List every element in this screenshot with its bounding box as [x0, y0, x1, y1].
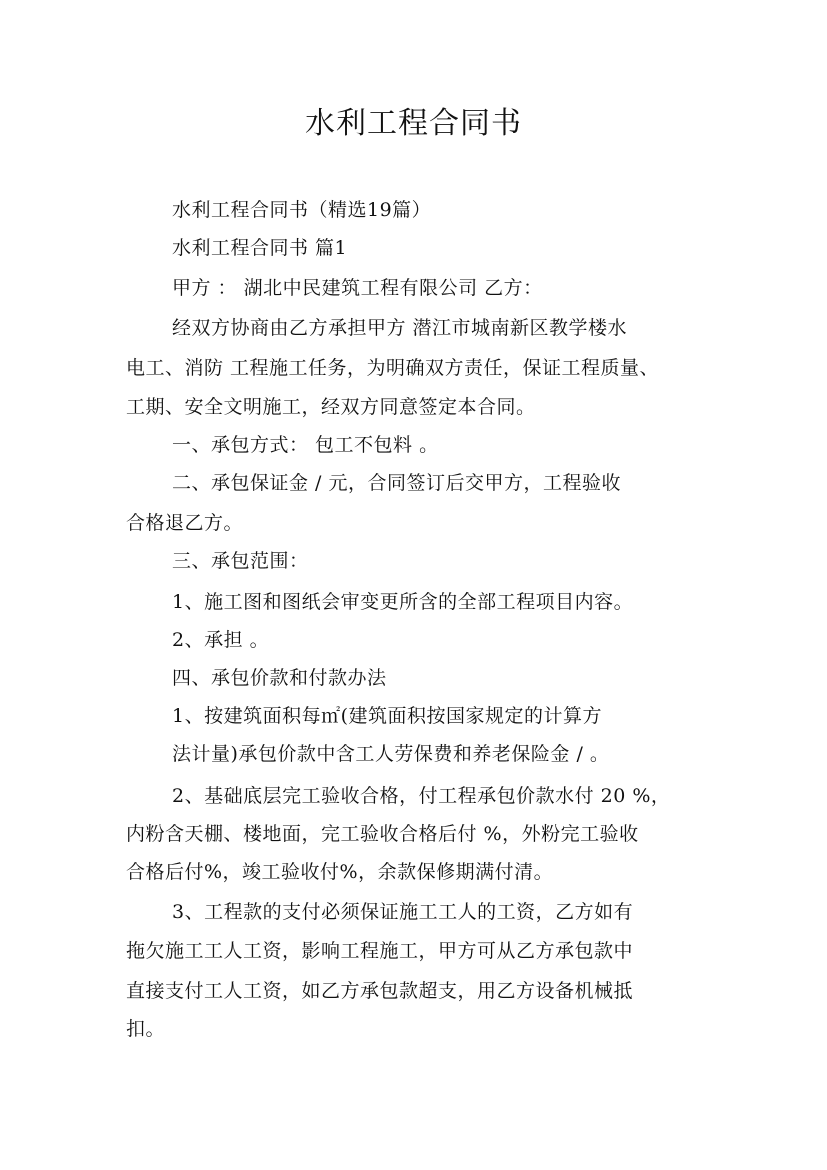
- clause-line: 一、承包方式： 包工不包料 。: [172, 434, 439, 456]
- clause-line: 1、按建筑面积每㎡(建筑面积按国家规定的计算方: [172, 705, 603, 727]
- clause-line: 3、工程款的支付必须保证施工工人的工资，乙方如有: [172, 901, 634, 923]
- clause-line: 2、承担 。: [172, 629, 270, 651]
- party-line: 甲方 ： 湖北中民建筑工程有限公司 乙方：: [172, 277, 543, 299]
- subtitle-line: 水利工程合同书（精选19篇）: [172, 199, 432, 221]
- clause-line: 扣。: [126, 1018, 166, 1040]
- paragraph-line: 电工、消防 工程施工任务，为明确双方责任，保证工程质量、: [126, 357, 660, 379]
- clause-line: 直接支付工人工资，如乙方承包款超支，用乙方设备机械抵: [126, 980, 634, 1002]
- clause-line: 四、承包价款和付款办法: [172, 667, 387, 689]
- clause-line: 三、承包范围：: [172, 550, 309, 572]
- clause-line: 2、基础底层完工验收合格，付工程承包价款水付 20 %，: [172, 785, 671, 807]
- document-title: 水利工程合同书: [305, 106, 522, 141]
- clause-line: 拖欠施工工人工资，影响工程施工，甲方可从乙方承包款中: [126, 940, 634, 962]
- clause-line: 二、承包保证金 / 元，合同签订后交甲方，工程验收: [172, 472, 621, 494]
- clause-line: 1、施工图和图纸会审变更所含的全部工程项目内容。: [172, 591, 634, 613]
- paragraph-line: 经双方协商由乙方承担甲方 潜江市城南新区教学楼水: [172, 317, 628, 339]
- clause-line: 法计量)承包价款中含工人劳保费和养老保险金 / 。: [172, 743, 610, 765]
- clause-line: 内粉含天棚、楼地面，完工验收合格后付 %，外粉完工验收: [126, 823, 639, 845]
- clause-line: 合格退乙方。: [126, 512, 244, 534]
- paragraph-line: 工期、安全文明施工，经双方同意签定本合同。: [126, 396, 536, 418]
- clause-line: 合格后付%，竣工验收付%，余款保修期满付清。: [126, 861, 554, 883]
- section-heading-line: 水利工程合同书 篇1: [172, 237, 348, 259]
